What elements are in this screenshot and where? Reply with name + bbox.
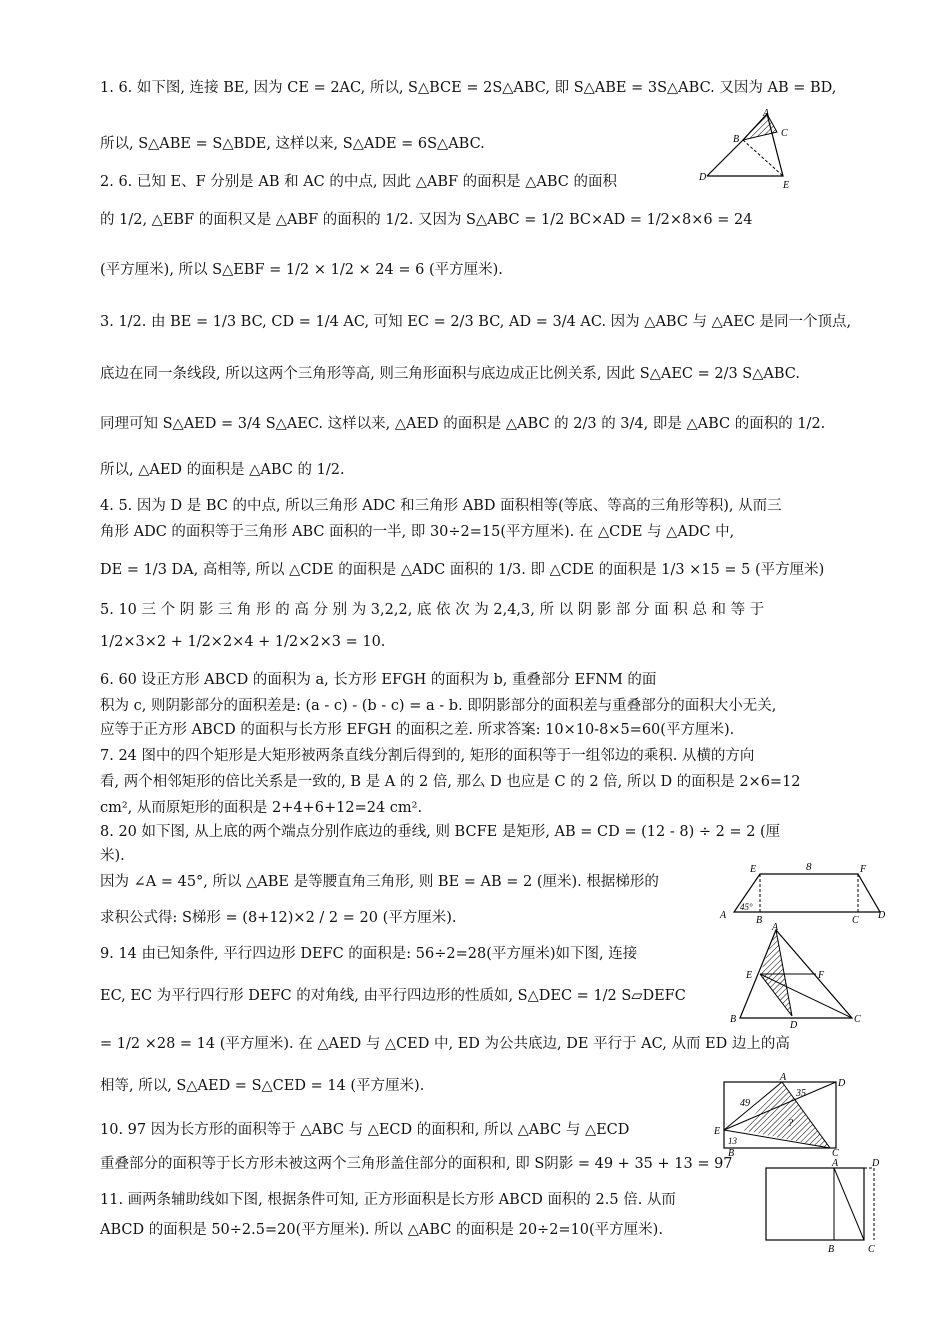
label-e: E (714, 1126, 721, 1137)
p3-line-3: 同理可知 S△AED = 3/4 S△AEC. 这样以来, △AED 的面积是 △ABC 的 2/3 的 3/4, 即是 △ABC 的面积的 1/2. (100, 416, 826, 432)
segment-ac (834, 1168, 864, 1240)
label-f: F (818, 970, 825, 981)
p10-line-2: 重叠部分的面积等于长方形未被这两个三角形盖住部分的面积和, 即 S阴影 = 49 + 35 + 13 = 97 (100, 1156, 733, 1172)
label-c: C (852, 915, 859, 924)
p9-line-2: EC, EC 为平行四行形 DEFC 的对角线, 由平行四边形的性质如, S△DEC = 1/2 S▱DEFC (100, 988, 686, 1004)
area-13: 13 (728, 1136, 737, 1146)
label-c: C (781, 128, 788, 139)
p2-line-2: 的 1/2, △EBF 的面积又是 △ABF 的面积的 1/2. 又因为 S△ABC = 1/2 BC×AD = 1/2×8×6 = 24 (100, 212, 753, 228)
label-d: D (872, 1158, 880, 1169)
shaded-region (743, 114, 777, 140)
p9-line-4: 相等, 所以, S△AED = S△CED = 14 (平方厘米). (100, 1078, 425, 1094)
label-d: D (838, 1078, 846, 1089)
p4-line-2: 角形 ADC 的面积等于三角形 ABC 面积的一半, 即 30÷2=15(平方厘米). 在 △CDE 与 △ADC 中, (100, 524, 735, 540)
p8-line-3: 因为 ∠A = 45°, 所以 △ABE 是等腰直角三角形, 则 BE = AB = 2 (厘米). 根据梯形的 (100, 874, 659, 890)
p6-line-2: 积为 c, 则阴影部分的面积差是: (a - c) - (b - c) = a - b. 即阴影部分的面积差与重叠部分的面积大小无关, (100, 698, 777, 714)
p9-line-1: 9. 14 由已知条件, 平行四边形 DEFC 的面积是: 56÷2=28(平方厘米)如下图, 连接 (100, 946, 638, 962)
label-a: A (780, 1072, 787, 1083)
figure-8-trapezoid (716, 860, 906, 924)
label-d: D (699, 172, 707, 183)
label-c: C (854, 1014, 861, 1025)
p2-line-3: (平方厘米), 所以 S△EBF = 1/2 × 1/2 × 24 = 6 (平方厘米). (100, 262, 503, 278)
label-b: B (756, 915, 763, 924)
label-a: A (772, 922, 779, 933)
angle-label: 45° (740, 902, 753, 912)
label-c: C (832, 1148, 839, 1158)
figure-11-square (760, 1156, 890, 1260)
label-f: F (860, 864, 867, 875)
p8-line-2: 米). (100, 848, 125, 864)
p7-line-2: 看, 两个相邻矩形的倍比关系是一致的, B 是 A 的 2 倍, 那么 D 也应是 C 的 2 倍, 所以 D 的面积是 2×6=12 (100, 774, 801, 790)
p11-line-1: 11. 画两条辅助线如下图, 根据条件可知, 正方形面积是长方形 ABCD 面积的 2.5 倍. 从而 (100, 1192, 676, 1208)
p3-line-4: 所以, △AED 的面积是 △ABC 的 1/2. (100, 462, 345, 478)
label-a: A (763, 108, 770, 119)
p1-line-1: 1. 6. 如下图, 连接 BE, 因为 CE = 2AC, 所以, S△BCE = 2S△ABC, 即 S△ABE = 3S△ABC. 又因为 AB = BD, (100, 80, 837, 96)
overlap-shaded (742, 1082, 830, 1148)
p6-line-3: 应等于正方形 ABCD 的面积与长方形 EFGH 的面积之差. 所求答案: 10×10-8×5=60(平方厘米). (100, 722, 735, 738)
p6-line-1: 6. 60 设正方形 ABCD 的面积为 a, 长方形 EFGH 的面积为 b, 重叠部分 EFNM 的面 (100, 672, 657, 688)
p8-line-4: 求积公式得: S梯形 = (8+12)×2 / 2 = 20 (平方厘米). (100, 910, 457, 926)
label-c: C (868, 1244, 875, 1255)
label-a: A (720, 910, 727, 921)
top-length: 8 (806, 861, 812, 873)
label-d: D (878, 910, 886, 921)
label-b: B (828, 1244, 835, 1255)
label-e: E (783, 180, 790, 190)
label-d: D (790, 1020, 798, 1030)
area-49: 49 (740, 1098, 750, 1109)
p3-line-1: 3. 1/2. 由 BE = 1/3 BC, CD = 1/4 AC, 可知 EC = 2/3 BC, AD = 3/4 AC. 因为 △ABC 与 △AEC 是同一个顶点, (100, 314, 852, 330)
segment-be (743, 140, 783, 176)
label-a: A (832, 1158, 839, 1169)
p11-line-2: ABCD 的面积是 50÷2.5=20(平方厘米). 所以 △ABC 的面积是 20÷2=10(平方厘米). (100, 1222, 663, 1238)
figure-9-triangle (728, 922, 868, 1030)
p4-line-3: DE = 1/3 DA, 高相等, 所以 △CDE 的面积是 △ADC 面积的 1/3. 即 △CDE 的面积是 1/3 ×15 = 5 (平方厘米) (100, 562, 825, 578)
area-unknown: ? (788, 1118, 793, 1129)
p9-line-3: = 1/2 ×28 = 14 (平方厘米). 在 △AED 与 △CED 中, ED 为公共底边, DE 平行于 AC, 从而 ED 边上的高 (100, 1036, 790, 1052)
p5-line-1: 5. 10 三 个 阴 影 三 角 形 的 高 分 别 为 3,2,2, 底 依 次 为 2,4,3, 所 以 阴 影 部 分 面 积 总 和 等 于 (100, 602, 765, 618)
p7-line-3: cm², 从而原矩形的面积是 2+4+6+12=24 cm². (100, 800, 423, 816)
p3-line-2: 底边在同一条线段, 所以这两个三角形等高, 则三角形面积与底边成正比例关系, 因此 S△AEC = 2/3 S△ABC. (100, 366, 800, 382)
label-e: E (750, 864, 757, 875)
figure-10-rectangle (712, 1072, 854, 1158)
label-e: E (746, 970, 753, 981)
label-b: B (733, 134, 740, 145)
p8-line-1: 8. 20 如下图, 从上底的两个端点分别作底边的垂线, 则 BCFE 是矩形, AB = CD = (12 - 8) ÷ 2 = 2 (厘 (100, 824, 781, 840)
label-b: B (730, 1014, 737, 1025)
p10-line-1: 10. 97 因为长方形的面积等于 △ABC 与 △ECD 的面积和, 所以 △ABC 与 △ECD (100, 1122, 630, 1138)
p5-line-2: 1/2×3×2 + 1/2×2×4 + 1/2×2×3 = 10. (100, 634, 386, 650)
p7-line-1: 7. 24 图中的四个矩形是大矩形被两条直线分割后得到的, 矩形的面积等于一组邻边的乘积. 从横的方向 (100, 748, 755, 764)
label-b: B (728, 1148, 735, 1158)
figure-1-triangle (695, 108, 805, 190)
area-35: 35 (796, 1088, 806, 1099)
p4-line-1: 4. 5. 因为 D 是 BC 的中点, 所以三角形 ADC 和三角形 ABD 面积相等(等底、等高的三角形等积), 从而三 (100, 498, 782, 514)
segment-ec (760, 974, 852, 1018)
p2-line-1: 2. 6. 已知 E、F 分别是 AB 和 AC 的中点, 因此 △ABF 的面积是 △ABC 的面积 (100, 174, 618, 190)
p1-line-2: 所以, S△ABE = S△BDE, 这样以来, S△ADE = 6S△ABC. (100, 136, 485, 152)
